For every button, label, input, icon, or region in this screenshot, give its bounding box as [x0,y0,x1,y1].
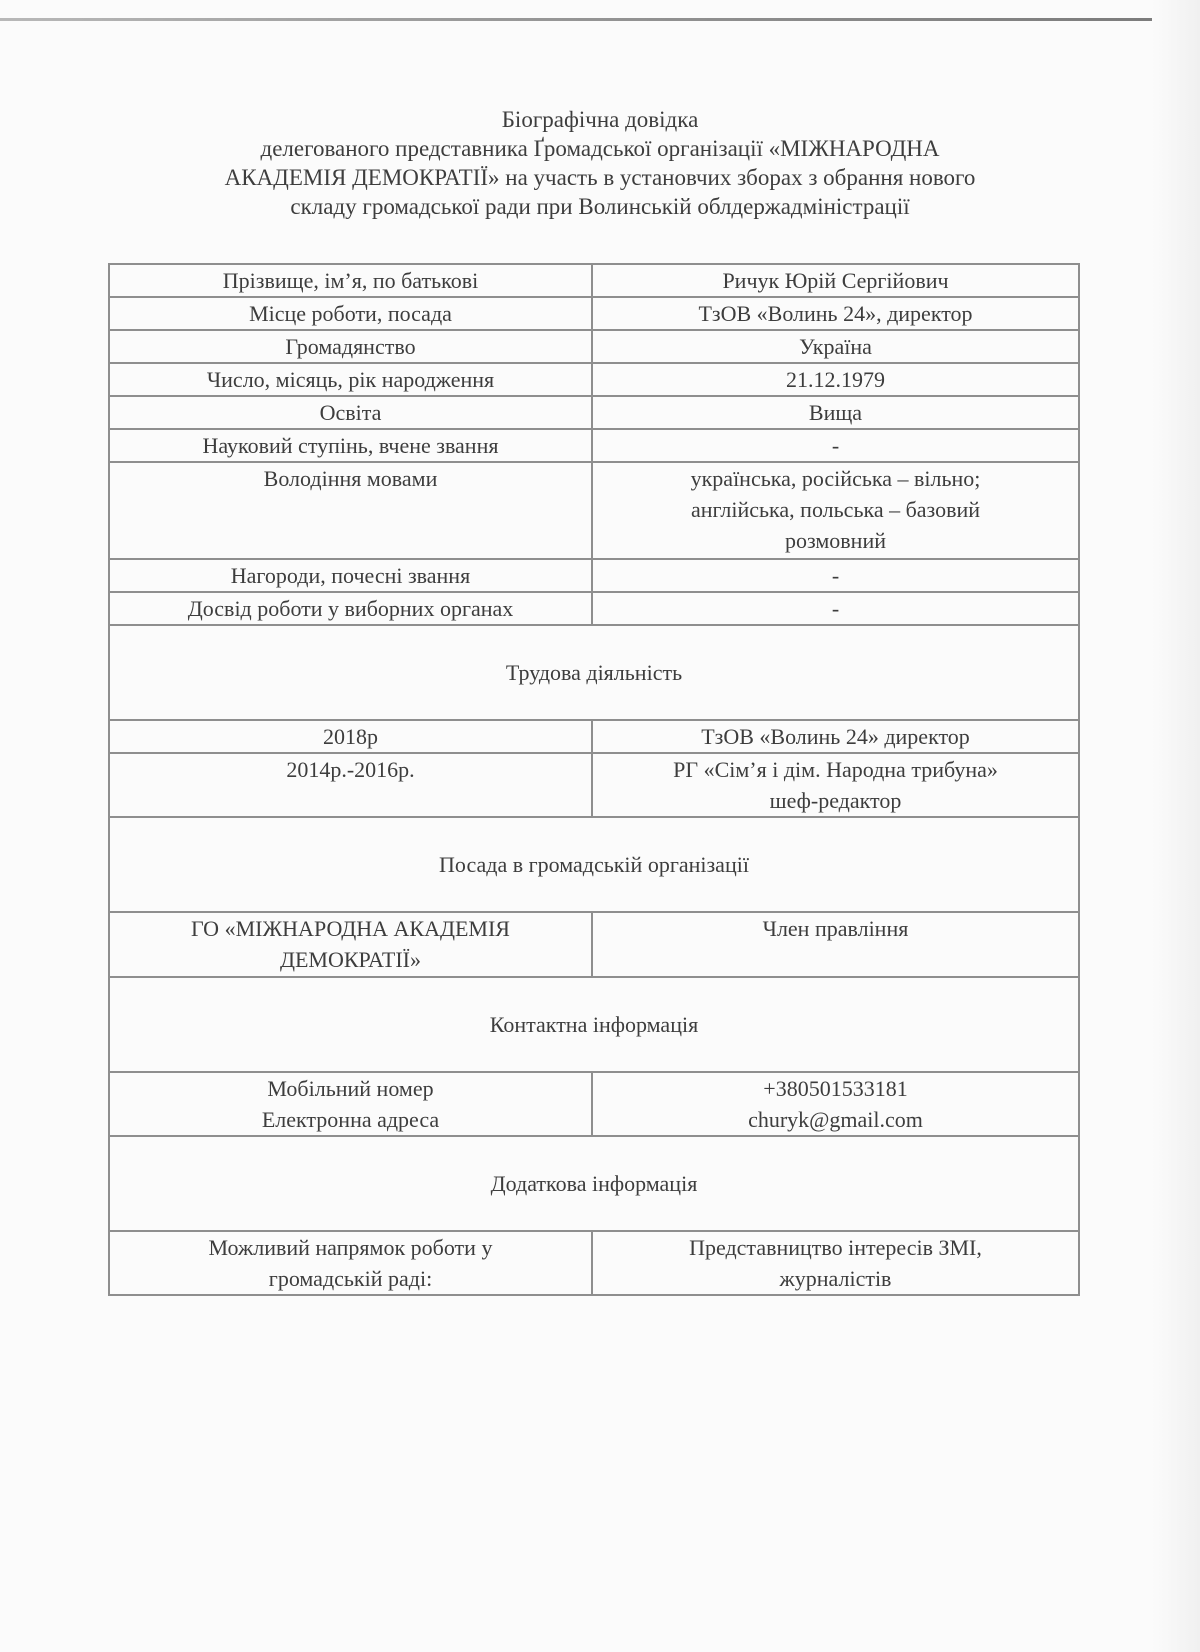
email-label: Електронна адреса [261,1107,440,1132]
title-line: АКАДЕМІЯ ДЕМОКРАТІЇ» на участь в установчих зборах з обрання нового [224,165,976,190]
table-row [109,1072,1079,1136]
row-label: Освіта [109,396,592,429]
value-line: розмовний [784,528,886,553]
section-header-organization [109,817,1079,912]
document-title [0,105,1200,221]
work-position [592,720,1079,753]
table-row [109,264,1079,297]
table-row [109,753,1079,817]
value-line: РГ «Сім’я і дім. Народна трибуна» [673,757,998,782]
row-label: Володіння мовами [109,462,592,559]
table-row [109,429,1079,462]
row-label: Число, місяць, рік народження [109,363,592,396]
value-line: англійська, польська – базовий [690,497,981,522]
contact-labels [109,1072,592,1136]
title-line: делегованого представника Ґромадської організації «МІЖНАРОДНА [260,136,940,161]
additional-label [109,1231,592,1295]
value-line: Можливий напрямок роботи у [208,1235,493,1260]
row-label: Прізвище, ім’я, по батькові [109,264,592,297]
value-line: Представництво інтересів ЗМІ, [689,1235,982,1260]
row-label: Громадянство [109,330,592,363]
row-value [592,462,1079,559]
table-row [109,396,1079,429]
contact-values [592,1072,1079,1136]
row-label: Нагороди, почесні звання [109,559,592,592]
table-row [109,912,1079,977]
row-value: ТзОВ «Волинь 24», директор [592,297,1079,330]
table-row [109,1231,1079,1295]
biography-table [108,263,1080,1296]
value-line: ТзОВ «Волинь 24» директор [701,724,970,749]
section-heading: Посада в громадській організації [109,817,1079,912]
table-row [109,592,1079,625]
value-line: ДЕМОКРАТІЇ» [279,947,422,972]
title-line: складу громадської ради при Волинській облдержадміністрації [290,194,910,219]
title-line: Біографічна довідка [501,107,699,132]
organization-name [109,912,592,977]
value-line: українська, російська – вільно; [690,466,981,491]
section-header-additional [109,1136,1079,1231]
value-line: журналістів [779,1266,892,1291]
row-value: - [592,592,1079,625]
section-heading: Трудова діяльність [109,625,1079,720]
value-line: шеф-редактор [769,788,902,813]
section-header-contact [109,977,1079,1072]
scan-edge-line [0,18,1152,21]
row-label: Досвід роботи у виборних органах [109,592,592,625]
table-row [109,559,1079,592]
row-value: Вища [592,396,1079,429]
row-value: Україна [592,330,1079,363]
scan-edge-shadow [1152,0,1200,1652]
value-line: громадській раді: [268,1266,433,1291]
mobile-label: Мобільний номер [267,1076,434,1101]
mobile-number: +380501533181 [763,1076,908,1101]
work-period: 2018р [109,720,592,753]
email-address: churyk@gmail.com [748,1107,923,1132]
organization-role: Член правління [592,912,1079,977]
section-header-work [109,625,1079,720]
work-position [592,753,1079,817]
row-label: Науковий ступінь, вчене звання [109,429,592,462]
additional-value [592,1231,1079,1295]
work-period: 2014р.-2016р. [109,753,592,817]
row-value: - [592,559,1079,592]
section-heading: Додаткова інформація [109,1136,1079,1231]
table-row [109,720,1079,753]
row-value: Ричук Юрій Сергійович [592,264,1079,297]
section-heading: Контактна інформація [109,977,1079,1072]
row-value: 21.12.1979 [592,363,1079,396]
table-row [109,363,1079,396]
table-row [109,330,1079,363]
value-line: ГО «МІЖНАРОДНА АКАДЕМІЯ [191,916,510,941]
row-value: - [592,429,1079,462]
row-label: Місце роботи, посада [109,297,592,330]
table-row [109,462,1079,559]
table-row [109,297,1079,330]
